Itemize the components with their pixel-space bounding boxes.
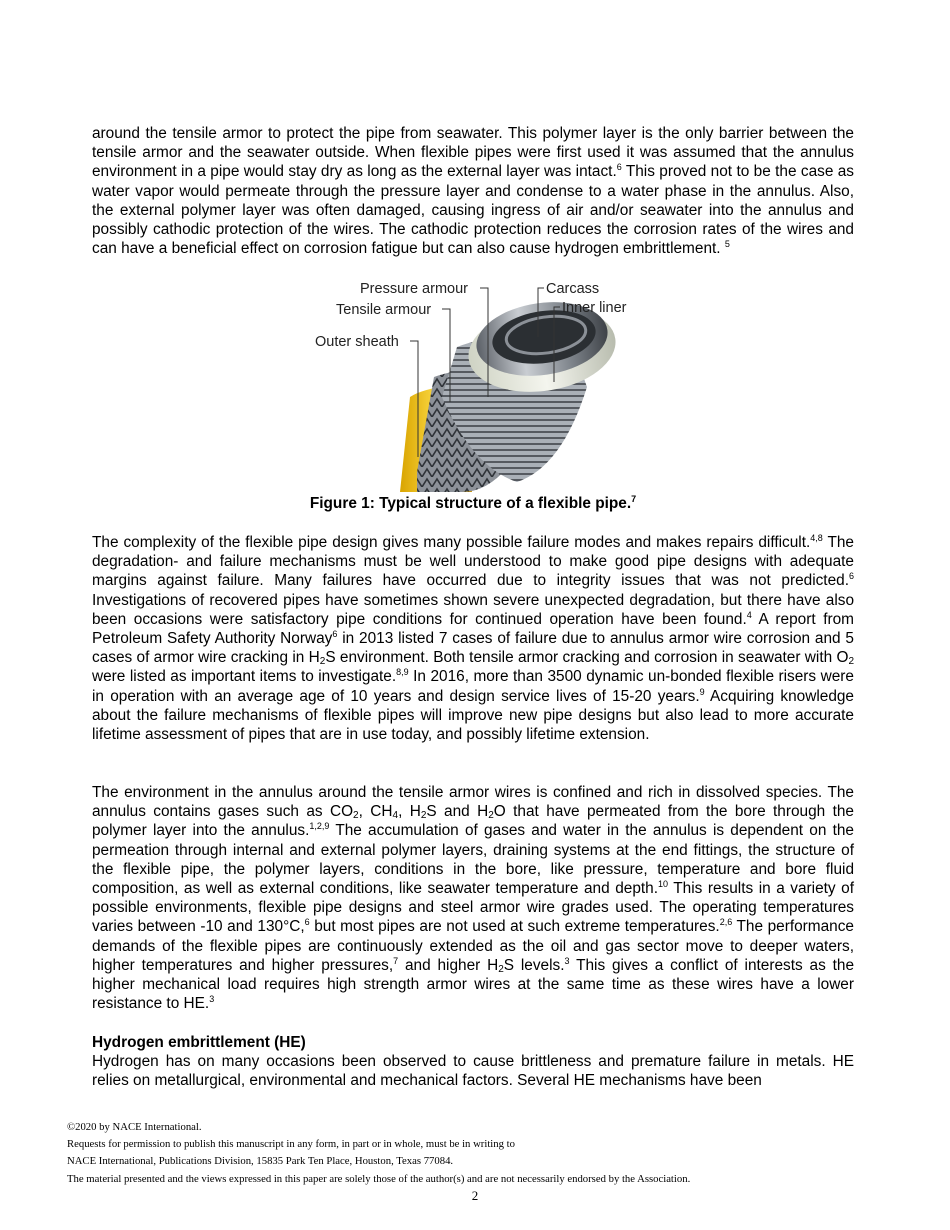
citation: 4,8 (810, 533, 823, 543)
text-run: This proved not to be the case as water vapor would permeate through the pressure layer and condense to a water phase in the annulus. Also, the external polymer layer was often damaged, causing ingress of air and/or seawater into the annulus and possibly cathodic protection of the wires. The cathodic protection reduces the corrosion rates of the wires and can have a beneficial effect on corrosion fatigue but can also cause hydrogen embrittlement. (92, 163, 854, 258)
footer-address: NACE International, Publications Division, 15835 Park Ten Place, Houston, Texas 77084. (67, 1155, 454, 1168)
text-run: S and H (426, 803, 489, 821)
figure-caption (92, 494, 854, 513)
citation: 9 (699, 686, 705, 697)
text-run: in 2013 listed 7 cases of failure due to annulus armor wire corrosion and 5 cases of armor wire cracking in H (92, 630, 854, 667)
text-run: S levels. (503, 956, 565, 974)
page-number: 2 (471, 1188, 479, 1203)
text-run: O that have permeated from the bore through the polymer layer into the annulus. (92, 803, 854, 840)
text-run: around the tensile armor to protect the pipe from seawater. This polymer layer is the only barrier between the tensile armor and the seawater outside. When flexible pipes were first used it was assumed that the annulus environment in a pipe would stay dry as long as the external layer was intact. (92, 125, 854, 181)
citation: 6 (304, 917, 310, 928)
subscript: 2 (848, 656, 855, 668)
citation: 5 (724, 239, 730, 250)
text-run: and higher H (398, 956, 499, 974)
footer-disclaimer: The material presented and the views expressed in this paper are solely those of the author(s) and are not necessarily endorsed by the Association. (67, 1172, 691, 1185)
subscript: 4 (392, 810, 399, 822)
subscript: 2 (319, 656, 326, 668)
text-run: Investigations of recovered pipes have sometimes shown severe unexpected degradation, but there have also been occasions were satisfactory pipe conditions for continued operation have been found. (92, 591, 854, 628)
text-run: This gives a conflict of interests as the higher mechanical load requires high strength armor wires at the same time as these wires have a lower resistance to HE. (92, 956, 855, 1013)
citation: 7 (393, 955, 399, 966)
text-run: The environment in the annulus around the tensile armor wires is confined and rich in dissolved species. The annulus contains gases such as CO (92, 784, 854, 821)
subscript: 2 (498, 963, 504, 975)
label-carcass: Carcass (546, 281, 600, 297)
text-run: This results in a variety of possible environments, flexible pipe designs and steel armor wire grades used. The operating temperatures varies between -10 and 130°C, (92, 880, 854, 936)
caption-text: Figure 1: Typical structure of a flexible pipe. (309, 495, 632, 512)
paragraph-annulus-environment (92, 783, 854, 1013)
text-run: In 2016, more than 3500 dynamic un-bonded flexible risers were in operation with an average age of 10 years and design service lives of 15-20 years. (92, 668, 854, 705)
footer (67, 1119, 887, 1188)
label-tensile-armour: Tensile armour (336, 302, 432, 318)
footer-copyright: ©2020 by NACE International. (67, 1121, 202, 1133)
text-run: Acquiring knowledge about the failure mechanisms of flexible pipes will improve new pipe designs but also lead to more accurate lifetime assessment of pipes that are in use today, and possibly lifetime extension. (92, 687, 854, 744)
text-run: The accumulation of gases and water in the annulus is dependent on the permeation through internal and external polymer layers, draining systems at the end fittings, the structure of the flexible pipe, the polymer layers, conditions in the bore, like pressure, temperature and bore fluid composition, as well as external conditions, like seawater temperature and depth. (92, 822, 854, 898)
subscript: 2 (420, 810, 427, 822)
text-run: , H (398, 803, 421, 821)
citation: 1,2,9 (309, 821, 330, 832)
citation: 10 (658, 879, 669, 890)
citation: 3 (564, 955, 570, 966)
text-run: , CH (358, 803, 393, 821)
label-outer-sheath: Outer sheath (315, 334, 399, 350)
paragraph-annulus-intro (92, 124, 854, 258)
citation: 4 (746, 609, 752, 620)
subscript: 2 (488, 810, 494, 822)
paragraph-failure-modes (92, 533, 854, 744)
section-hydrogen-embrittlement (92, 1033, 854, 1091)
citation: 2,6 (719, 917, 733, 928)
citation: 7 (631, 494, 637, 504)
flexible-pipe-illustration (312, 277, 642, 492)
citation: 6 (332, 629, 338, 640)
label-pressure-armour: Pressure armour (360, 281, 468, 297)
text-run: The degradation- and failure mechanisms must be well understood to make good pipe designs with adequate margins against failure. Many failures have occurred due to integrity issues that was not predicted. (92, 534, 854, 590)
flexible-pipe-figure (312, 277, 642, 492)
footer-permission: Requests for permission to publish this manuscript in any form, in part or in whole, must be in writing to (67, 1138, 515, 1151)
citation: 6 (848, 571, 854, 582)
text-run: The complexity of the flexible pipe design gives many possible failure modes and makes repairs difficult. (92, 534, 811, 551)
citation: 3 (209, 994, 215, 1005)
section-text: Hydrogen has on many occasions been observed to cause brittleness and premature failure in metals. HE relies on metallurgical, environmental and mechanical factors. Several HE mechanisms have been (92, 1053, 854, 1090)
text-run: The performance demands of the flexible pipes are continuously extended as the oil and gas sector move to deeper waters, higher temperatures and higher pressures, (92, 918, 854, 974)
text-run: S environment. Both tensile armor cracking and corrosion in seawater with O (325, 649, 849, 667)
text-run: A report from Petroleum Safety Authority Norway (92, 610, 854, 648)
text-run: but most pipes are not used at such extreme temperatures. (309, 918, 720, 936)
label-inner-liner: Inner liner (562, 300, 627, 316)
text-run: were listed as important items to investigate. (92, 668, 397, 686)
subscript: 2 (353, 810, 359, 822)
section-heading: Hydrogen embrittlement (HE) (92, 1034, 306, 1051)
citation: 8,9 (396, 667, 409, 678)
citation: 6 (616, 162, 622, 173)
